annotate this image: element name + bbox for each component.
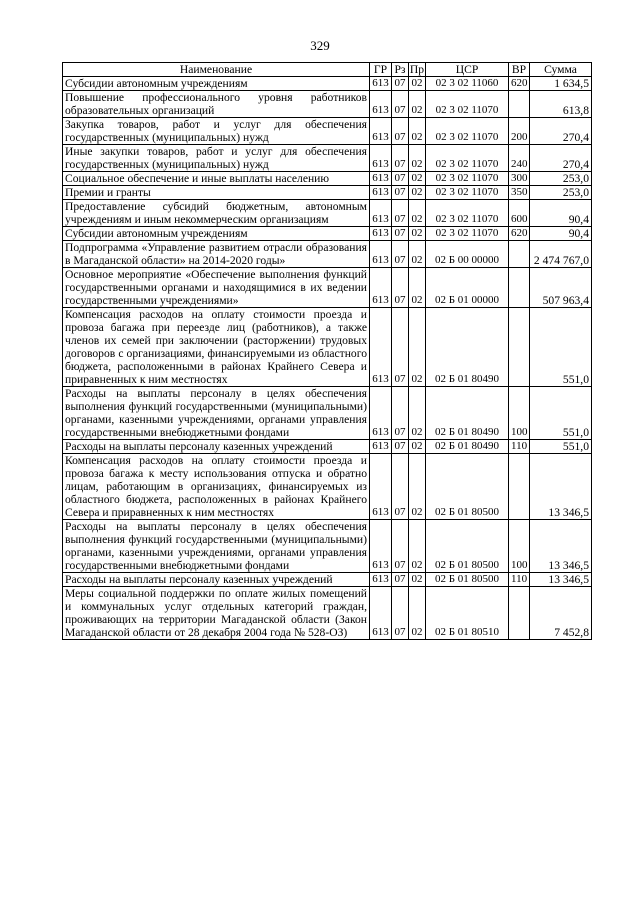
row-name: Повышение профессионального уровня работников образовательных организаций	[63, 91, 370, 118]
row-name: Расходы на выплаты персоналу в целях обеспечения выполнения функций государственными (муниципальными) органами, казенными учреждениями, органами управления государственными внебюджетными фондами	[63, 387, 370, 440]
row-name: Премии и гранты	[63, 186, 370, 200]
row-rz: 07	[392, 387, 409, 440]
column-header-gr: ГР	[370, 63, 392, 77]
table-row	[63, 227, 592, 241]
row-pr: 02	[409, 520, 426, 573]
row-pr: 02	[409, 268, 426, 308]
row-csr: 02 Б 01 80500	[426, 454, 509, 520]
row-csr: 02 Б 01 80490	[426, 387, 509, 440]
row-vr: 110	[509, 440, 530, 454]
row-rz: 07	[392, 454, 409, 520]
page-number: 329	[310, 38, 330, 53]
row-gr: 613	[370, 241, 392, 268]
table-row	[63, 77, 592, 91]
column-header-name: Наименование	[63, 63, 370, 77]
row-pr: 02	[409, 440, 426, 454]
row-pr: 02	[409, 172, 426, 186]
row-vr: 100	[509, 520, 530, 573]
row-rz: 07	[392, 227, 409, 241]
row-gr: 613	[370, 520, 392, 573]
row-gr: 613	[370, 77, 392, 91]
row-csr: 02 3 02 11070	[426, 186, 509, 200]
table-row	[63, 118, 592, 145]
row-sum: 507 963,4	[530, 268, 592, 308]
row-sum: 90,4	[530, 200, 592, 227]
row-csr: 02 3 02 11070	[426, 172, 509, 186]
row-name: Основное мероприятие «Обеспечение выполнения функций государственными органами и находящимися в их ведении государственными учреждениями»	[63, 268, 370, 308]
column-header-sum: Сумма	[530, 63, 592, 77]
row-vr	[509, 241, 530, 268]
row-gr: 613	[370, 227, 392, 241]
row-pr: 02	[409, 91, 426, 118]
row-vr	[509, 587, 530, 640]
table-row	[63, 172, 592, 186]
row-sum: 2 474 767,0	[530, 241, 592, 268]
budget-table	[62, 62, 592, 640]
row-rz: 07	[392, 145, 409, 172]
row-sum: 270,4	[530, 145, 592, 172]
row-csr: 02 3 02 11070	[426, 91, 509, 118]
row-gr: 613	[370, 440, 392, 454]
row-sum: 253,0	[530, 186, 592, 200]
row-vr: 350	[509, 186, 530, 200]
row-pr: 02	[409, 241, 426, 268]
table-row	[63, 520, 592, 573]
row-sum: 1 634,5	[530, 77, 592, 91]
row-rz: 07	[392, 268, 409, 308]
row-rz: 07	[392, 200, 409, 227]
row-vr	[509, 308, 530, 387]
row-vr: 200	[509, 118, 530, 145]
row-sum: 270,4	[530, 118, 592, 145]
row-rz: 07	[392, 587, 409, 640]
column-header-pr: Пр	[409, 63, 425, 76]
row-name: Закупка товаров, работ и услуг для обеспечения государственных (муниципальных) нужд	[63, 118, 370, 145]
row-vr: 110	[509, 573, 530, 587]
row-gr: 613	[370, 587, 392, 640]
row-csr: 02 Б 01 80490	[426, 308, 509, 387]
row-pr: 02	[409, 587, 426, 640]
row-name: Компенсация расходов на оплату стоимости проезда и провоза багажа к месту использования отпуска и обратно лицам, работающим в организациях, финансируемых из областного бюджета, расположенных в районах Крайнего Севера и приравненных к ним местностях	[63, 454, 370, 520]
row-pr: 02	[409, 387, 426, 440]
table-header-row	[63, 63, 592, 77]
row-rz: 07	[392, 520, 409, 573]
row-pr: 02	[409, 186, 426, 200]
row-sum: 13 346,5	[530, 573, 592, 587]
row-gr: 613	[370, 268, 392, 308]
row-sum: 13 346,5	[530, 454, 592, 520]
row-name: Меры социальной поддержки по оплате жилых помещений и коммунальных услуг отдельных категорий граждан, проживающих на территории Магаданской области (Закон Магаданской области от 28 декабря 2004 года № 528-ОЗ)	[63, 587, 370, 640]
row-name: Социальное обеспечение и иные выплаты населению	[63, 172, 370, 186]
row-sum: 551,0	[530, 440, 592, 454]
row-sum: 613,8	[530, 91, 592, 118]
row-vr	[509, 454, 530, 520]
row-rz: 07	[392, 91, 409, 118]
row-csr: 02 Б 01 80510	[426, 587, 509, 640]
row-gr: 613	[370, 145, 392, 172]
row-name: Предоставление субсидий бюджетным, автономным учреждениям и иным некоммерческим организациям	[63, 200, 370, 227]
column-header-csr: ЦСР	[426, 63, 509, 77]
row-vr	[509, 91, 530, 118]
row-sum: 551,0	[530, 308, 592, 387]
row-sum: 253,0	[530, 172, 592, 186]
row-vr: 620	[509, 77, 530, 91]
table-row	[63, 573, 592, 587]
row-rz: 07	[392, 172, 409, 186]
table-row	[63, 200, 592, 227]
table-body	[63, 77, 592, 640]
row-gr: 613	[370, 118, 392, 145]
row-csr: 02 Б 00 00000	[426, 241, 509, 268]
row-gr: 613	[370, 308, 392, 387]
row-csr: 02 3 02 11070	[426, 118, 509, 145]
row-vr: 600	[509, 200, 530, 227]
row-name: Подпрограмма «Управление развитием отрасли образования в Магаданской области» на 2014-2020 годы»	[63, 241, 370, 268]
table-row	[63, 387, 592, 440]
column-header-vr: ВР	[509, 63, 530, 77]
row-csr: 02 Б 01 00000	[426, 268, 509, 308]
table-row	[63, 454, 592, 520]
row-csr: 02 Б 01 80490	[426, 440, 509, 454]
row-csr: 02 Б 01 80500	[426, 573, 509, 587]
row-rz: 07	[392, 77, 409, 91]
row-vr: 100	[509, 387, 530, 440]
row-gr: 613	[370, 186, 392, 200]
row-vr: 620	[509, 227, 530, 241]
row-csr: 02 3 02 11070	[426, 200, 509, 227]
row-vr	[509, 268, 530, 308]
row-gr: 613	[370, 200, 392, 227]
row-csr: 02 3 02 11060	[426, 77, 509, 91]
table-row	[63, 91, 592, 118]
row-vr: 240	[509, 145, 530, 172]
row-vr: 300	[509, 172, 530, 186]
row-name: Расходы на выплаты персоналу казенных учреждений	[63, 573, 370, 587]
row-gr: 613	[370, 91, 392, 118]
row-gr: 613	[370, 172, 392, 186]
row-sum: 90,4	[530, 227, 592, 241]
column-header-rz: Рз	[392, 63, 409, 77]
row-pr: 02	[409, 118, 426, 145]
table-row	[63, 186, 592, 200]
row-rz: 07	[392, 241, 409, 268]
row-csr: 02 3 02 11070	[426, 227, 509, 241]
row-name: Иные закупки товаров, работ и услуг для обеспечения государственных (муниципальных) нужд	[63, 145, 370, 172]
table-row	[63, 308, 592, 387]
row-name: Субсидии автономным учреждениям	[63, 227, 370, 241]
row-gr: 613	[370, 387, 392, 440]
row-pr: 02	[409, 454, 426, 520]
row-rz: 07	[392, 308, 409, 387]
row-name: Расходы на выплаты персоналу казенных учреждений	[63, 440, 370, 454]
table-row	[63, 145, 592, 172]
row-pr: 02	[409, 77, 426, 91]
row-pr: 02	[409, 573, 426, 587]
table-row	[63, 587, 592, 640]
row-name: Субсидии автономным учреждениям	[63, 77, 370, 91]
row-pr: 02	[409, 227, 426, 241]
row-name: Компенсация расходов на оплату стоимости проезда и провоза багажа при переезде лиц (работников), а также членов их семей при заключении (расторжении) трудовых договоров с организациями, финансируемыми из областного бюджета, расположенными в районах Крайнего Севера и приравненных к ним местностях	[63, 308, 370, 387]
row-rz: 07	[392, 118, 409, 145]
row-name: Расходы на выплаты персоналу в целях обеспечения выполнения функций государственными (муниципальными) органами, казенными учреждениями, органами управления государственными внебюджетными фондами	[63, 520, 370, 573]
table-row	[63, 241, 592, 268]
row-pr: 02	[409, 145, 426, 172]
row-gr: 613	[370, 454, 392, 520]
row-gr: 613	[370, 573, 392, 587]
row-rz: 07	[392, 186, 409, 200]
table-row	[63, 268, 592, 308]
row-rz: 07	[392, 573, 409, 587]
row-pr: 02	[409, 308, 426, 387]
row-sum: 7 452,8	[530, 587, 592, 640]
row-rz: 07	[392, 440, 409, 454]
row-pr: 02	[409, 200, 426, 227]
row-sum: 551,0	[530, 387, 592, 440]
table-row	[63, 440, 592, 454]
row-csr: 02 Б 01 80500	[426, 520, 509, 573]
row-csr: 02 3 02 11070	[426, 145, 509, 172]
row-sum: 13 346,5	[530, 520, 592, 573]
